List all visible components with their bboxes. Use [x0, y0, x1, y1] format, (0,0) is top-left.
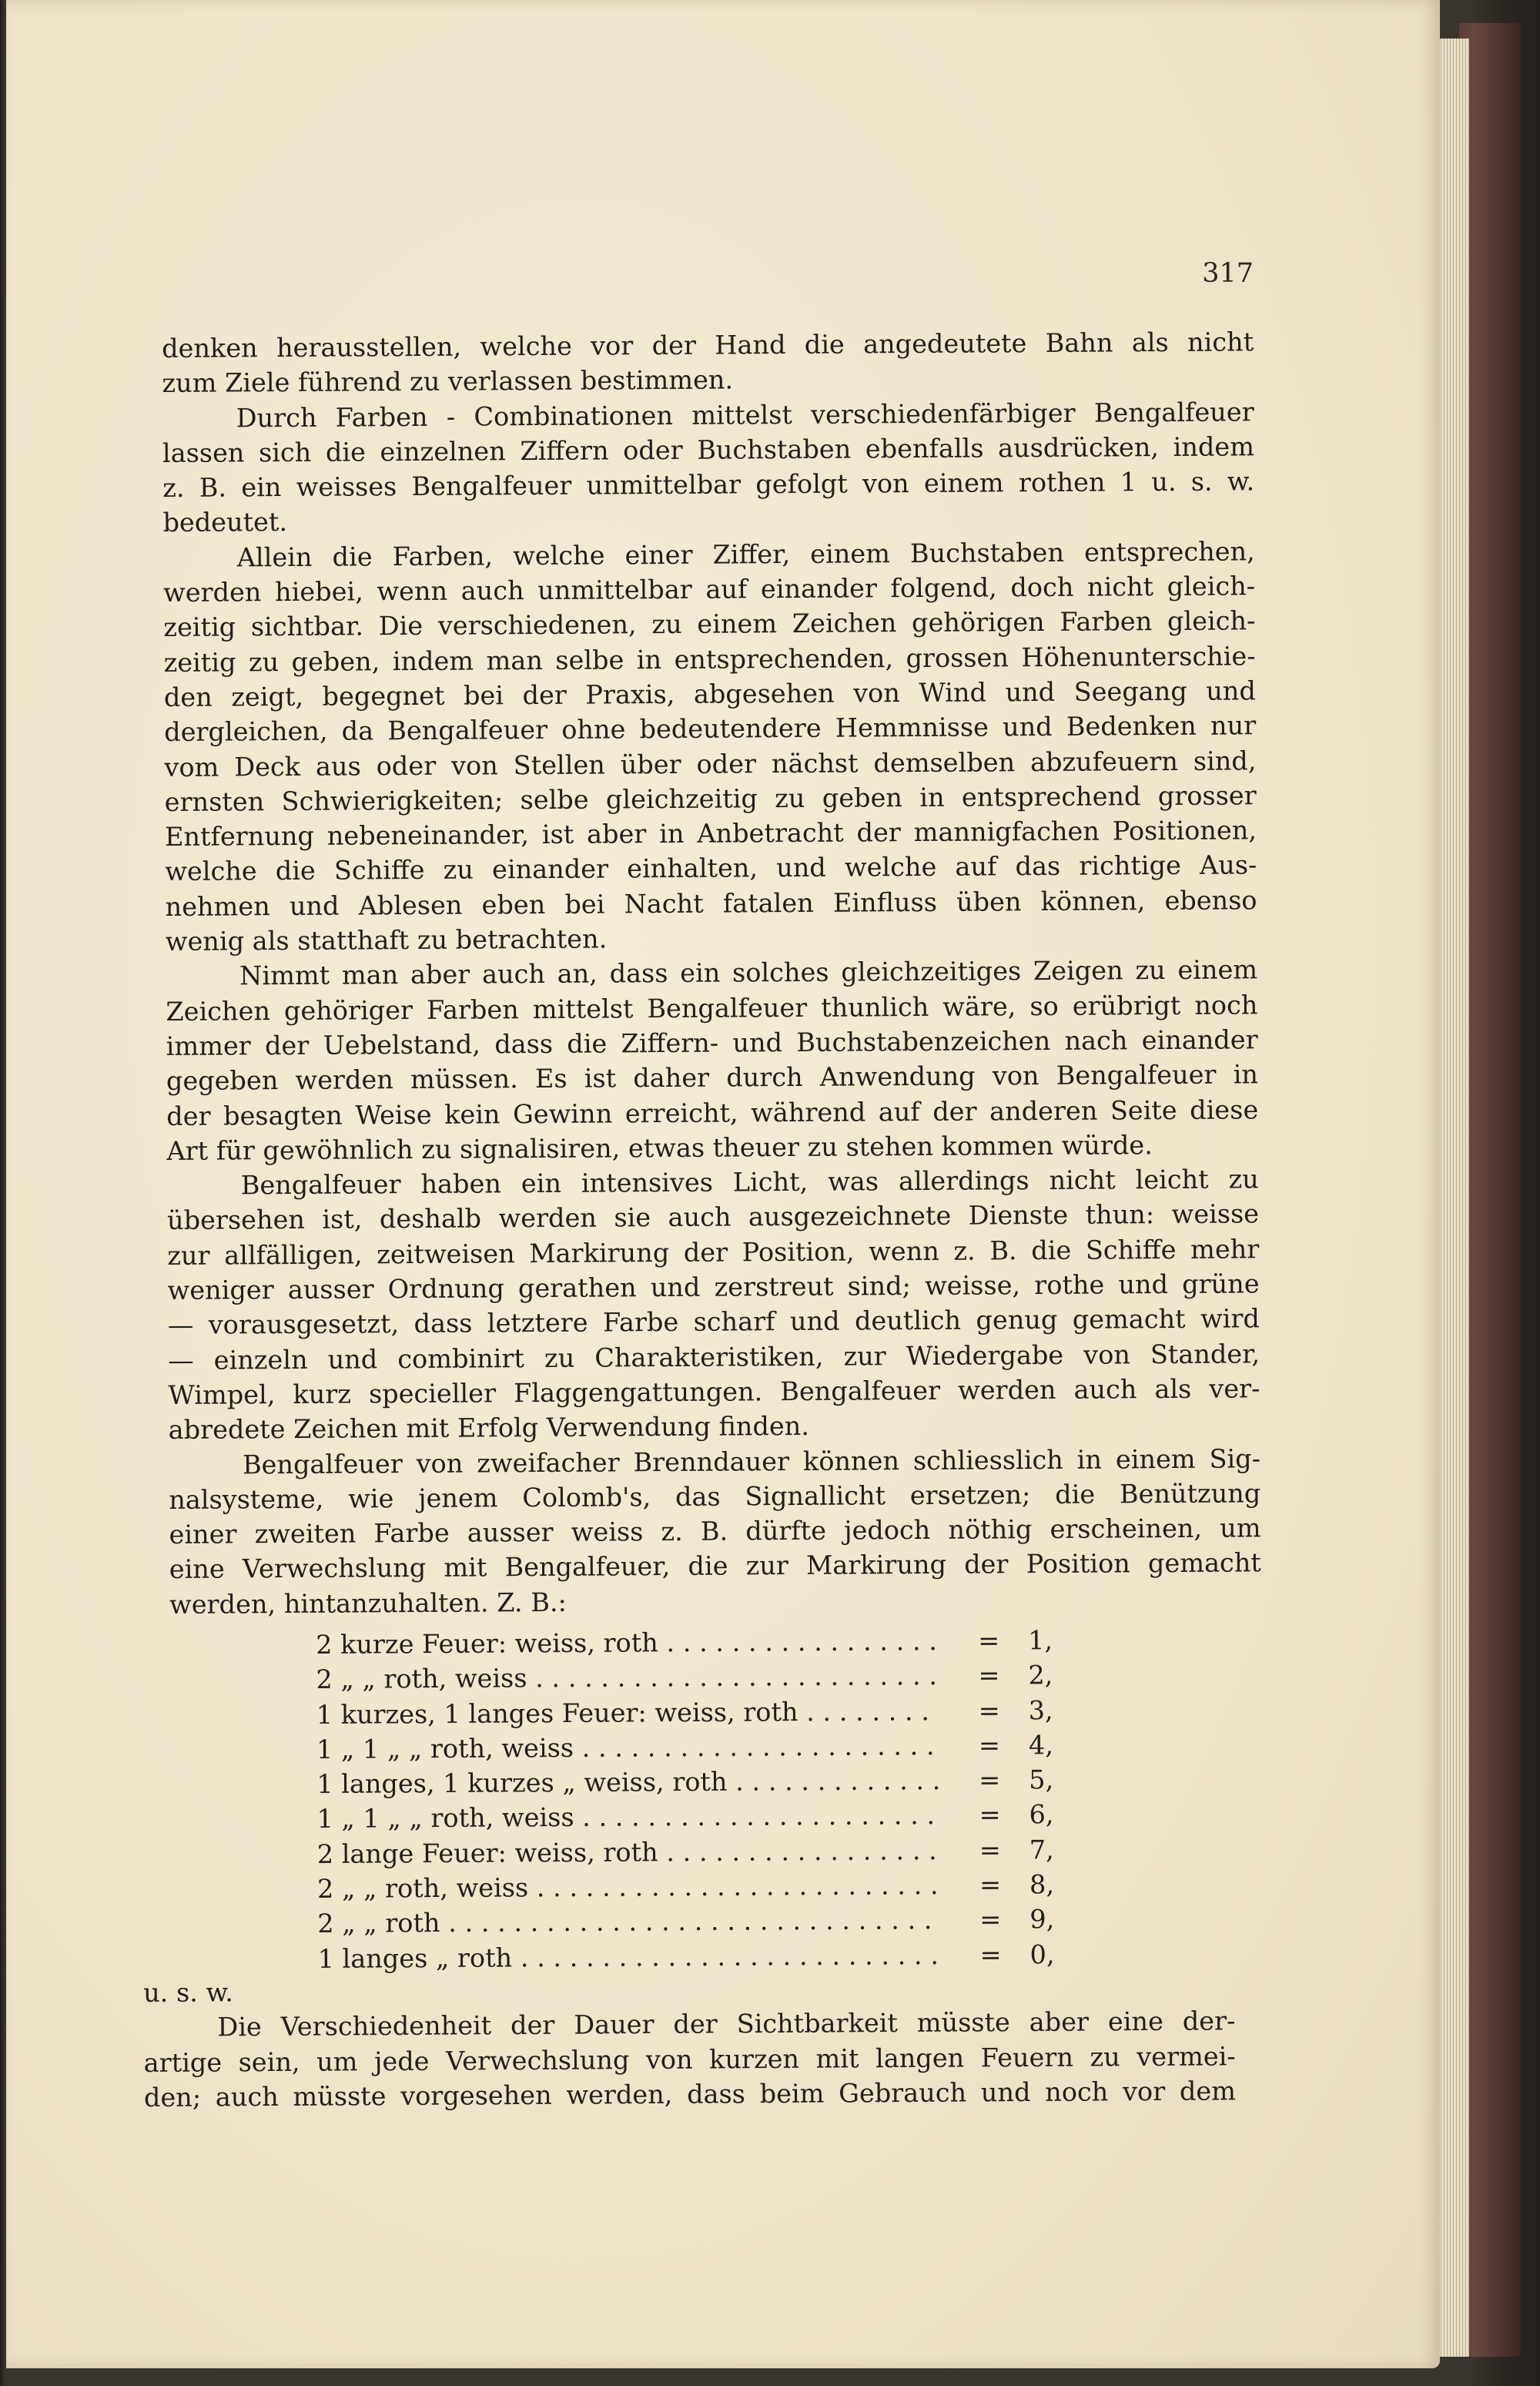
signal-description: 2 „ „ roth . . . [317, 1902, 941, 1941]
signal-value: 2, [1028, 1660, 1053, 1691]
text-line: abredete Zeichen mit Erfolg Verwendung finden. [168, 1411, 810, 1446]
signal-value: 4, [1028, 1730, 1054, 1761]
equals-sign: = [978, 1660, 1000, 1691]
signal-description: 1 kurzes, 1 langes Feuer: weiss, roth . . . [316, 1694, 940, 1732]
equals-sign: = [979, 1869, 1002, 1900]
signal-description: 1 langes „ roth . . . [317, 1938, 941, 1976]
text-line: ernsten Schwierigkeiten; selbe gleichzeitig zu geben in entsprechend grosser [164, 780, 1257, 817]
text-line: der besagten Weise kein Gewinn erreicht, während auf der anderen Seite diese [166, 1094, 1259, 1131]
text-line: artige sein, um jede Verwechslung von kurzen mit langen Feuern zu vermei- [143, 2040, 1236, 2078]
signal-value: 9, [1029, 1904, 1055, 1935]
text-line: denken herausstellen, welche vor der Hand die angedeutete Bahn als nicht [162, 327, 1254, 364]
signal-value: 8, [1029, 1869, 1055, 1900]
body-text [162, 324, 1261, 1622]
equals-sign: = [978, 1730, 1001, 1761]
text-line: vom Deck aus oder von Stellen über oder nächst demselben abzufeuern sind, [164, 745, 1257, 782]
signal-value: 0, [1029, 1939, 1055, 1970]
signal-row [316, 1728, 1086, 1767]
text-line: lassen sich die einzelnen Ziffern oder Buchstaben ebenfalls ausdrücken, indem [162, 431, 1255, 468]
signal-description: 1 „ 1 „ „ roth, weiss . . . [316, 1728, 940, 1767]
signal-row [316, 1623, 1086, 1662]
signal-row [316, 1762, 1086, 1801]
text-line: Wimpel, kurz specieller Flaggengattungen. Bengalfeuer werden auch als ver- [168, 1373, 1260, 1410]
signal-description: 1 „ 1 „ „ roth, weiss . . . [316, 1798, 940, 1837]
text-line: gegeben werden müssen. Es ist daher durch Anwendung von Bengalfeuer in [166, 1059, 1259, 1097]
text-line: zeitig zu geben, indem man selbe in entsprechenden, grossen Höhenunterschie- [163, 641, 1256, 678]
equals-sign: = [979, 1904, 1002, 1935]
signal-value: 1, [1028, 1625, 1053, 1656]
text-line: einer zweiten Farbe ausser weiss z. B. dürfte jedoch nöthig erscheinen, um [169, 1513, 1261, 1550]
equals-sign: = [979, 1764, 1001, 1795]
signal-description: 2 kurze Feuer: weiss, roth . . . [316, 1624, 939, 1662]
text-line: den; auch müsste vorgesehen werden, dass beim Gebrauch und noch vor dem [143, 2076, 1237, 2113]
text-line: Art für gewöhnlich zu signalisiren, etwas theuer zu stehen kommen würde. [166, 1129, 1153, 1166]
equals-sign: = [978, 1695, 1000, 1726]
text-line: übersehen ist, deshalb werden sie auch ausgezeichnete Dienste thun: weisse [166, 1198, 1260, 1236]
body-text-continued [143, 1969, 1236, 2115]
signal-row [317, 1902, 1087, 1941]
text-line: Allein die Farben, welche einer Ziffer, einem Buchstaben entsprechen, [236, 536, 1255, 573]
text-line: zum Ziele führend zu verlassen bestimmen. [162, 364, 734, 399]
text-line: Bengalfeuer von zweifacher Brenndauer können schliesslich in einem Sig- [242, 1443, 1261, 1480]
text-line: welche die Schiffe zu einander einhalten, und welche auf das richtige Aus- [165, 850, 1257, 887]
signal-value: 6, [1029, 1799, 1054, 1830]
text-line: eine Verwechslung mit Bengalfeuer, die zur Markirung der Position gemacht [169, 1547, 1261, 1585]
signal-description: 2 lange Feuer: weiss, roth . . . [317, 1833, 941, 1872]
equals-sign: = [979, 1939, 1002, 1970]
signal-value: 5, [1029, 1764, 1054, 1795]
text-line: weniger ausser Ordnung gerathen und zerstreut sind; weisse, rothe und grüne [167, 1268, 1260, 1305]
equals-sign: = [979, 1800, 1001, 1831]
text-line: Bengalfeuer haben ein intensives Licht, was allerdings nicht leicht zu [240, 1164, 1259, 1201]
text-line: — vorausgesetzt, dass letztere Farbe scharf und deutlich genug gemacht wird [167, 1303, 1260, 1341]
text-line: — einzeln und combinirt zu Charakteristiken, zur Wiedergabe von Stander, [168, 1338, 1260, 1376]
signal-table [316, 1623, 1088, 1976]
signal-row [317, 1832, 1087, 1872]
text-line: Durch Farben - Combinationen mittelst verschiedenfärbiger Bengalfeuer [236, 396, 1254, 434]
text-line: nalsysteme, wie jenem Colomb's, das Signallicht ersetzen; die Benützung [169, 1478, 1261, 1515]
text-line: Nimmt man aber auch an, dass ein solches gleichzeitiges Zeigen zu einem [239, 954, 1258, 991]
text-line: wenig als statthaft zu betrachten. [165, 923, 608, 957]
text-line: z. B. ein weisses Bengalfeuer unmittelbar gefolgt von einem rothen 1 u. s. w. [162, 466, 1255, 504]
text-line: zeitig sichtbar. Die verschiedenen, zu einem Zeichen gehörigen Farben gleich- [163, 605, 1256, 643]
text-line: zur allfälligen, zeitweisen Markirung der Position, wenn z. B. die Schiffe mehr [167, 1234, 1260, 1271]
text-line: den zeigt, begegnet bei der Praxis, abgesehen von Wind und Seegang und [163, 675, 1256, 712]
page-paper [6, 0, 1440, 2368]
signal-row [316, 1797, 1086, 1836]
signal-row [317, 1867, 1087, 1906]
text-line: Entfernung nebeneinander, ist aber in Anbetracht der mannigfachen Positionen, [164, 815, 1257, 853]
equals-sign: = [979, 1835, 1001, 1865]
signal-description: 2 „ „ roth, weiss . . . [316, 1658, 939, 1697]
text-line: Die Verschiedenheit der Dauer der Sichtbarkeit müsste aber eine der- [217, 2006, 1236, 2043]
signal-value: 3, [1028, 1694, 1053, 1725]
text-line: werden, hintanzuhalten. Z. B.: [169, 1587, 567, 1620]
text-line: immer der Uebelstand, dass die Ziffern- und Buchstabenzeichen nach einander [166, 1024, 1258, 1061]
text-line: nehmen und Ablesen eben bei Nacht fatalen Einfluss üben können, ebenso [165, 885, 1257, 922]
signal-description: 1 langes, 1 kurzes „ weiss, roth . . . [316, 1763, 940, 1801]
signal-value: 7, [1029, 1834, 1054, 1865]
text-line: dergleichen, da Bengalfeuer ohne bedeutendere Hemmnisse und Bedenken nur [164, 710, 1257, 748]
signal-description: 2 „ „ roth, weiss . . . [317, 1868, 941, 1906]
text-line: bedeutet. [162, 507, 288, 538]
signal-row [316, 1692, 1086, 1731]
text-line: Zeichen gehöriger Farben mittelst Bengalfeuer thunlich wäre, so erübrigt noch [166, 989, 1258, 1027]
equals-sign: = [978, 1625, 1000, 1656]
page-number: 317 [1202, 258, 1254, 289]
text-line: u. s. w. [143, 1977, 233, 2008]
text-line: werden hiebei, wenn auch unmittelbar auf einander folgend, doch nicht gleich- [162, 571, 1256, 608]
signal-row [316, 1657, 1086, 1697]
